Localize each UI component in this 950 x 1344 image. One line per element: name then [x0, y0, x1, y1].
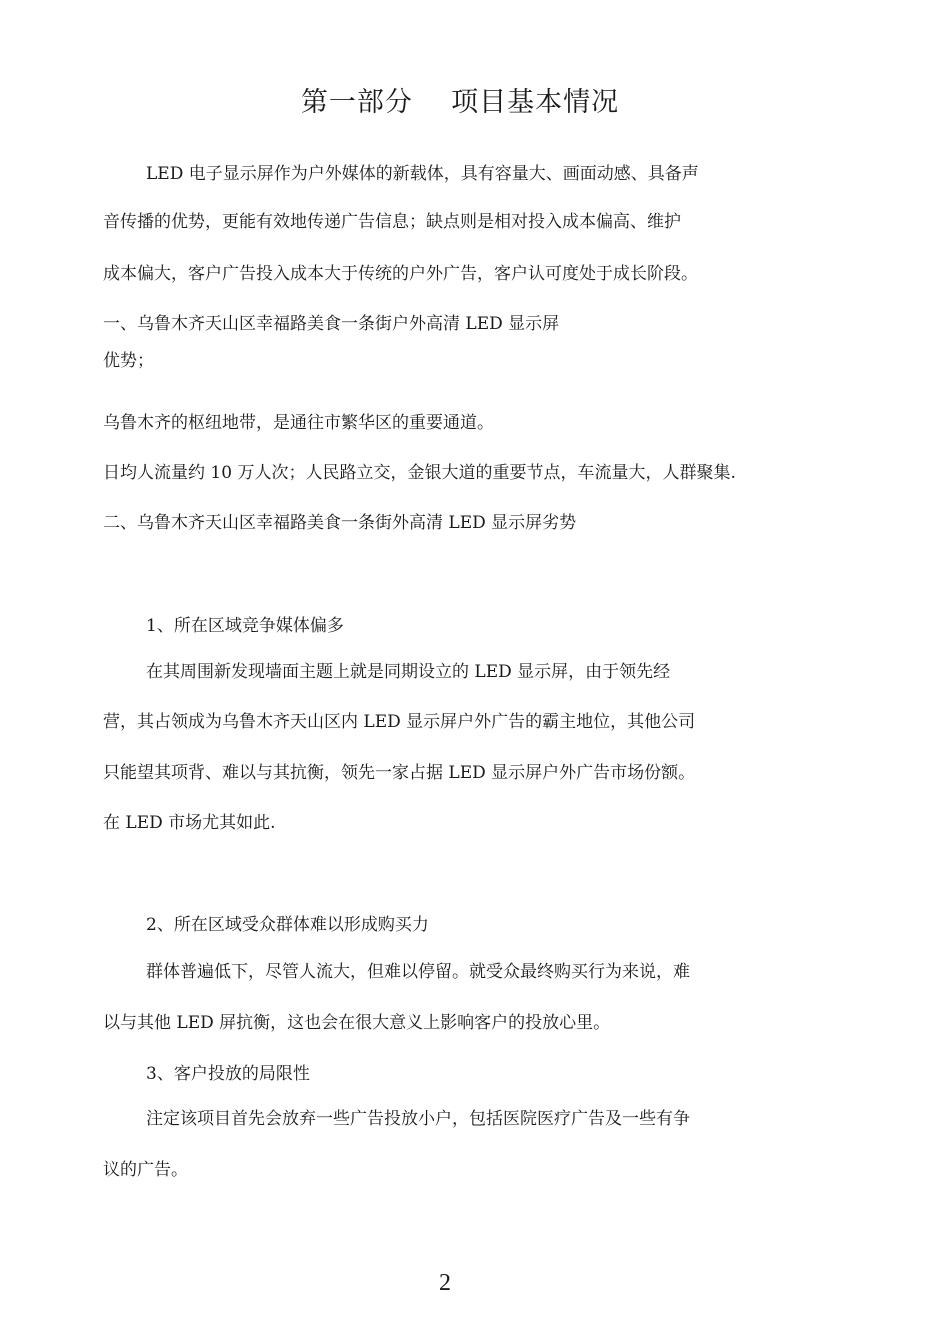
item3-line-1: 注定该项目首先会放弃一些广告投放小户，包括医院医疗广告及一些有争 — [146, 1109, 690, 1129]
item2-line-2: 以与其他 LED 屏抗衡，这也会在很大意义上影响客户的投放心里。 — [103, 1013, 611, 1033]
item1-line-1: 在其周围新发现墙面主题上就是同期设立的 LED 显示屏，由于领先经 — [146, 662, 671, 682]
section1-subheading: 优势； — [103, 351, 154, 371]
item1-line-2: 营，其占领成为乌鲁木齐天山区内 LED 显示屏户外广告的霸主地位，其他公司 — [103, 712, 696, 732]
item2-title: 2、所在区域受众群体难以形成购买力 — [146, 915, 429, 935]
section1-heading: 一、乌鲁木齐天山区幸福路美食一条街户外高清 LED 显示屏 — [103, 314, 560, 334]
section1-line-2: 日均人流量约 10 万人次；人民路立交，金银大道的重要节点，车流量大，人群聚集. — [103, 463, 736, 483]
intro-line-3: 成本偏大，客户广告投入成本大于传统的户外广告，客户认可度处于成长阶段。 — [103, 264, 698, 284]
item1-line-3: 只能望其项背、难以与其抗衡，领先一家占据 LED 显示屏户外广告市场份额。 — [103, 763, 696, 783]
page-number: 2 — [439, 1270, 451, 1296]
item1-line-4: 在 LED 市场尤其如此. — [103, 813, 276, 833]
item2-line-1: 群体普遍低下，尽管人流大，但难以停留。就受众最终购买行为来说，难 — [146, 962, 690, 982]
intro-line-1: LED 电子显示屏作为户外媒体的新载体，具有容量大、画面动感、具备声 — [146, 164, 699, 184]
intro-line-2: 音传播的优势，更能有效地传递广告信息；缺点则是相对投入成本偏高、维护 — [103, 212, 681, 232]
page-title: 第一部分 项目基本情况 — [300, 87, 620, 118]
section2-heading: 二、乌鲁木齐天山区幸福路美食一条街外高清 LED 显示屏劣势 — [103, 513, 577, 533]
item3-line-2: 议的广告。 — [103, 1160, 188, 1180]
section1-line-1: 乌鲁木齐的枢纽地带，是通往市繁华区的重要通道。 — [103, 413, 494, 433]
item3-title: 3、客户投放的局限性 — [146, 1064, 310, 1084]
item1-title: 1、所在区域竞争媒体偏多 — [146, 616, 344, 636]
